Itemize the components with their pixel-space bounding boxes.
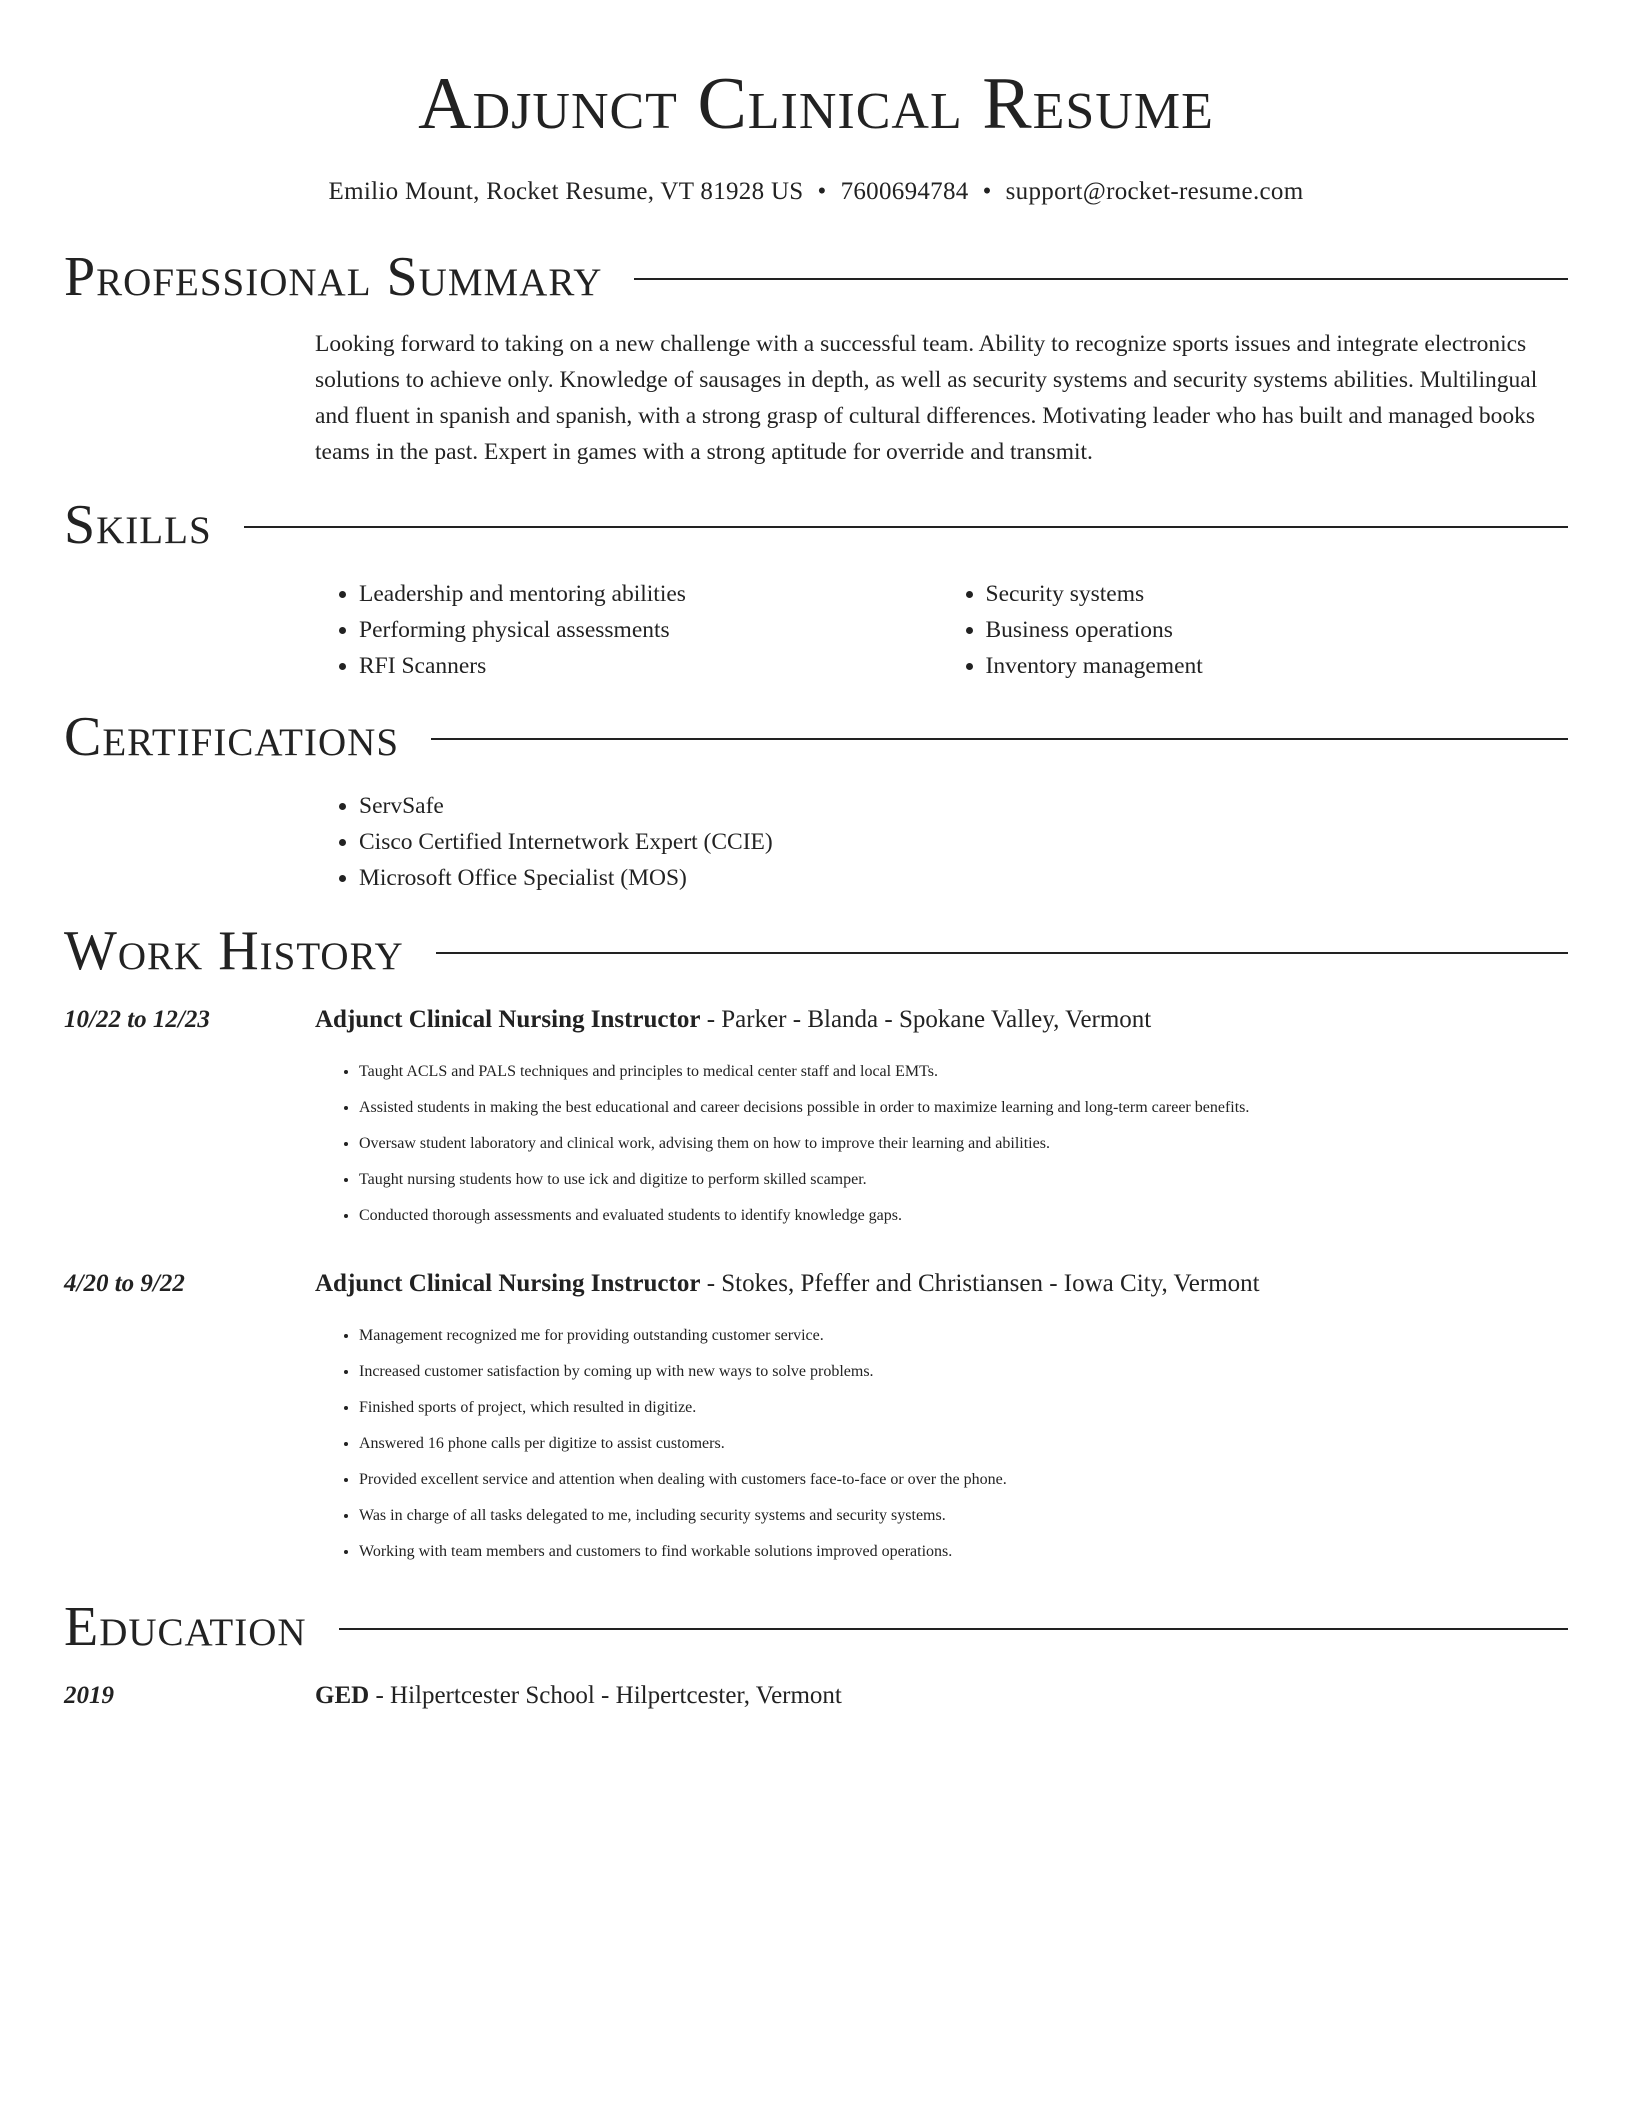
education-heading-line bbox=[315, 1678, 1568, 1714]
job-bullet: • Increased customer satisfaction by coming up with new ways to solve problems. bbox=[359, 1354, 1568, 1390]
job-date: 10/22 to 12/23 bbox=[64, 1006, 210, 1033]
work-section bbox=[64, 916, 1568, 1570]
skill-item: • Leadership and mentoring abilities bbox=[359, 576, 942, 612]
education-degree: GED bbox=[315, 1682, 370, 1709]
resume-title: Adjunct Clinical Resume bbox=[418, 63, 1214, 145]
section-divider bbox=[634, 278, 1568, 280]
summary-header bbox=[64, 242, 1568, 312]
job-bullet: • Working with team members and customers to find workable solutions improved operations. bbox=[359, 1534, 1568, 1570]
job-bullet: • Assisted students in making the best educational and career decisions possible in order to maximize learning and long-term career benefits. bbox=[359, 1090, 1568, 1126]
summary-body bbox=[315, 326, 1568, 470]
certifications-heading: Certifications bbox=[64, 706, 400, 768]
education-section bbox=[64, 1592, 1568, 1714]
skills-header bbox=[64, 490, 1568, 560]
job-bullet: • Oversaw student laboratory and clinical work, advising them on how to improve their learning and abilities. bbox=[359, 1126, 1568, 1162]
education-date: 2019 bbox=[64, 1682, 114, 1709]
job-bullet: • Taught nursing students how to use ick and digitize to perform skilled scamper. bbox=[359, 1162, 1568, 1198]
contact-email: support@rocket-resume.com bbox=[1005, 178, 1304, 205]
job-bullet: • Conducted thorough assessments and evaluated students to identify knowledge gaps. bbox=[359, 1198, 1568, 1234]
contact-phone: 7600694784 bbox=[840, 178, 969, 205]
summary-heading: Professional Summary bbox=[64, 246, 603, 308]
education-details: - Hilpertcester School - Hilpertcester, Vermont bbox=[369, 1682, 842, 1709]
job-title: Adjunct Clinical Nursing Instructor bbox=[315, 1006, 701, 1033]
job-bullet: • Answered 16 phone calls per digitize to assist customers. bbox=[359, 1426, 1568, 1462]
contact-separator: • bbox=[817, 178, 827, 205]
skill-item: • Inventory management bbox=[986, 648, 1569, 684]
skill-item: • Security systems bbox=[986, 576, 1569, 612]
job-bullet: • Was in charge of all tasks delegated to me, including security systems and security systems. bbox=[359, 1498, 1568, 1534]
skills-heading: Skills bbox=[64, 494, 212, 556]
job-bullets bbox=[315, 1054, 1568, 1234]
summary-section bbox=[64, 242, 1568, 470]
work-heading: Work History bbox=[64, 920, 404, 982]
job-entry bbox=[64, 1002, 1568, 1234]
skills-section bbox=[64, 490, 1568, 684]
job-entry bbox=[64, 1266, 1568, 1570]
certifications-body bbox=[315, 788, 1568, 896]
resume-page bbox=[64, 0, 1568, 1714]
certifications-section bbox=[64, 702, 1568, 896]
job-bullet: • Finished sports of project, which resulted in digitize. bbox=[359, 1390, 1568, 1426]
job-details: - Parker - Blanda - Spokane Valley, Vermont bbox=[700, 1006, 1152, 1033]
skill-item: • Performing physical assessments bbox=[359, 612, 942, 648]
certifications-list bbox=[315, 788, 1568, 896]
skill-item: • Business operations bbox=[986, 612, 1569, 648]
section-divider bbox=[436, 952, 1568, 954]
contact-line bbox=[64, 176, 1568, 208]
education-entry bbox=[64, 1678, 1568, 1714]
job-details: - Stokes, Pfeffer and Christiansen - Iowa City, Vermont bbox=[700, 1270, 1260, 1297]
job-bullet: • Taught ACLS and PALS techniques and principles to medical center staff and local EMTs. bbox=[359, 1054, 1568, 1090]
section-divider bbox=[244, 526, 1568, 528]
job-title: Adjunct Clinical Nursing Instructor bbox=[315, 1270, 701, 1297]
education-header bbox=[64, 1592, 1568, 1662]
education-heading: Education bbox=[64, 1596, 307, 1658]
job-bullet: • Management recognized me for providing outstanding customer service. bbox=[359, 1318, 1568, 1354]
section-divider bbox=[339, 1628, 1568, 1630]
skills-column-left bbox=[315, 576, 942, 684]
certification-item: • ServSafe bbox=[359, 788, 1568, 824]
job-heading bbox=[315, 1002, 1568, 1038]
education-content bbox=[315, 1678, 1568, 1714]
contact-address: Emilio Mount, Rocket Resume, VT 81928 US bbox=[328, 178, 804, 205]
skills-column-right bbox=[942, 576, 1569, 684]
work-header bbox=[64, 916, 1568, 986]
job-content bbox=[315, 1266, 1568, 1570]
contact-separator: • bbox=[982, 178, 992, 205]
certification-item: • Microsoft Office Specialist (MOS) bbox=[359, 860, 1568, 896]
job-bullet: • Provided excellent service and attention when dealing with customers face-to-face or over the phone. bbox=[359, 1462, 1568, 1498]
skills-list bbox=[315, 576, 1568, 684]
skill-item: • RFI Scanners bbox=[359, 648, 942, 684]
job-content bbox=[315, 1002, 1568, 1234]
summary-text: Looking forward to taking on a new challenge with a successful team. Ability to recognize sports issues and integrate electronics solutions to achieve only. Knowledge of sausages in depth, as well as security systems and security systems abilities. Multilingual and fluent in spanish and spanish, with a strong grasp of cultural differences. Motivating leader who has built and managed books teams in the past. Expert in games with a strong aptitude for override and transmit. bbox=[315, 331, 1538, 465]
section-divider bbox=[431, 738, 1568, 740]
certifications-header bbox=[64, 702, 1568, 772]
job-bullets bbox=[315, 1318, 1568, 1570]
job-heading bbox=[315, 1266, 1568, 1302]
job-date: 4/20 to 9/22 bbox=[64, 1270, 185, 1297]
certification-item: • Cisco Certified Internetwork Expert (CCIE) bbox=[359, 824, 1568, 860]
